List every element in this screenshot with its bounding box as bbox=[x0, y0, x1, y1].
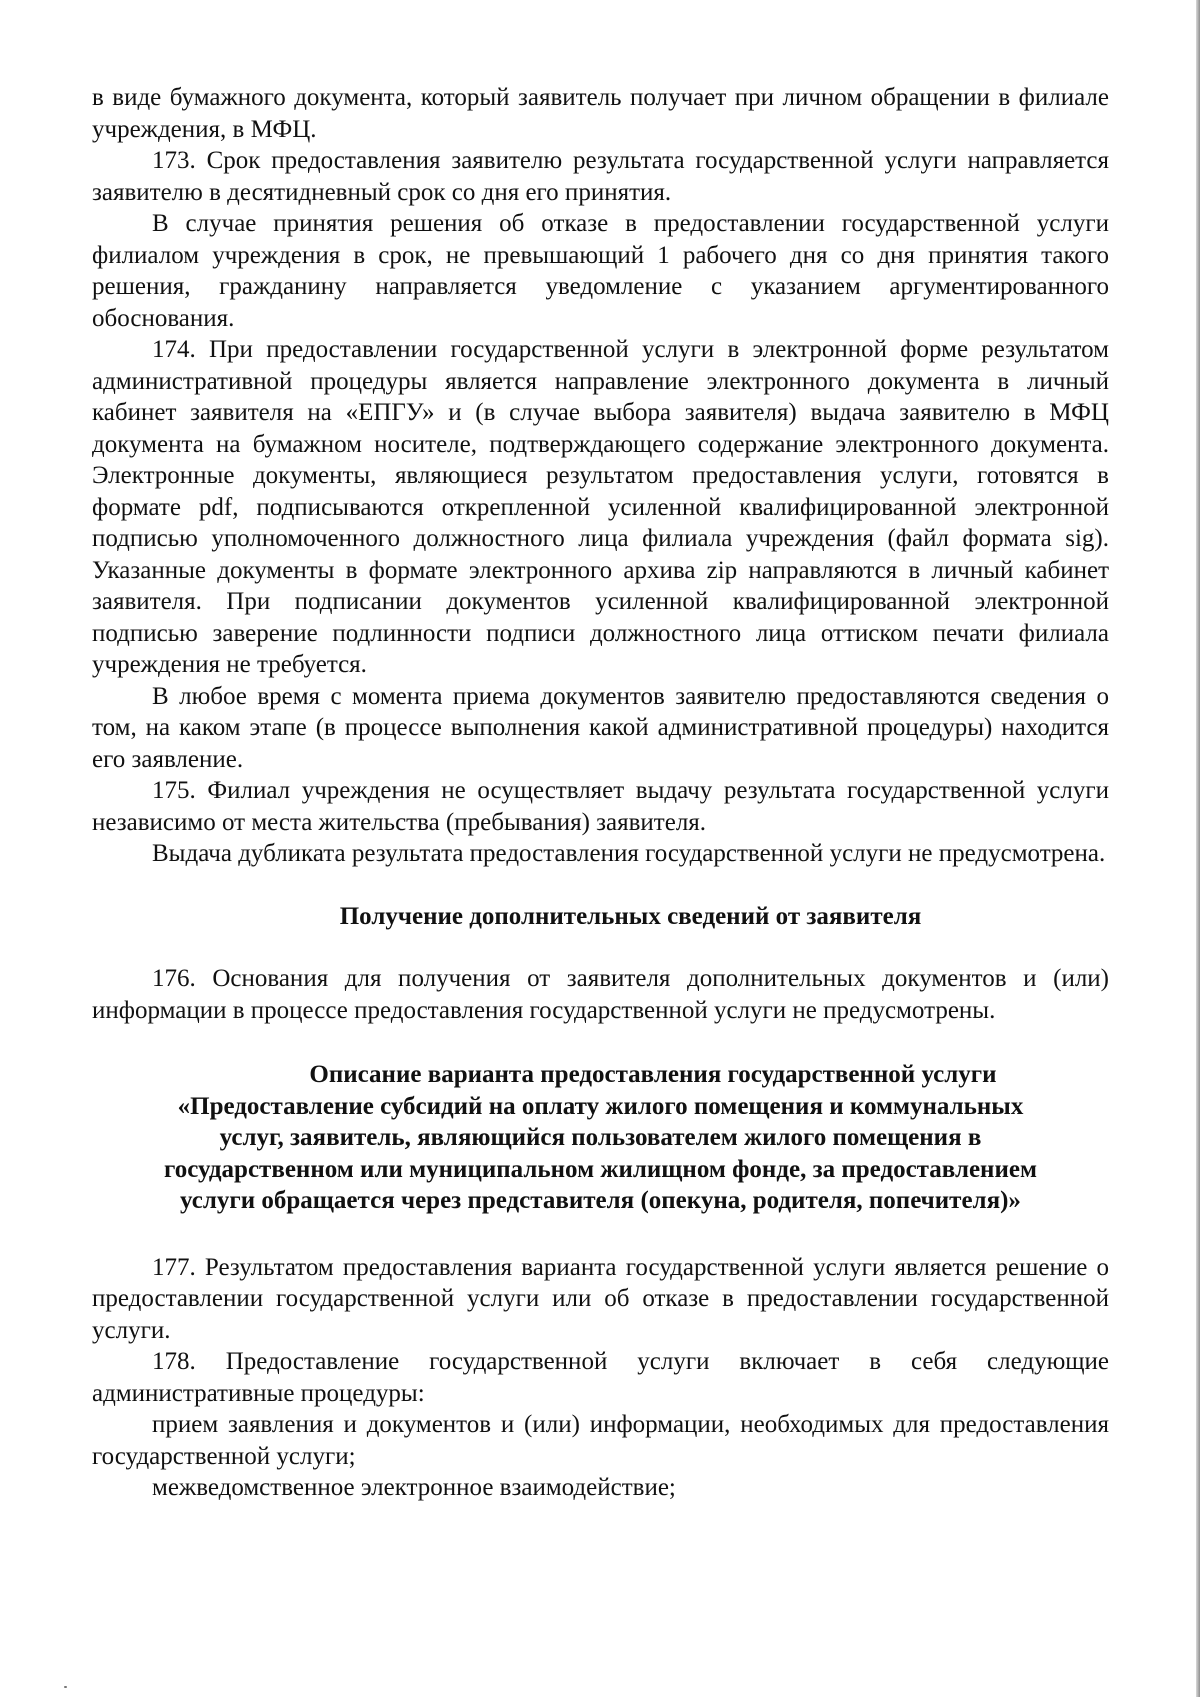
heading-line: услуги обращается через представителя (опекуна, родителя, попечителя)» bbox=[180, 1187, 1021, 1214]
scan-speck bbox=[64, 1686, 67, 1688]
heading-line: государственном или муниципальном жилищном фонде, за предоставлением bbox=[163, 1155, 1037, 1183]
list-item-procedure: межведомственное электронное взаимодействие; bbox=[152, 1474, 676, 1501]
heading-line: услуг, заявитель, являющийся пользователем жилого помещения в bbox=[219, 1124, 982, 1151]
section-heading-variant-description bbox=[92, 1059, 1109, 1217]
paragraph-173: 173. Срок предоставления заявителю результата государственной услуги направляется заявителю в десятидневный срок со дня его принятия. bbox=[92, 147, 1109, 206]
paragraph-174: 174. При предоставлении государственной услуги в электронной форме результатом административной процедуры является направление электронного документа в личный кабинет заявителя на «ЕПГУ» и (в случае выбора заявителя) выдача заявителю в МФЦ документа на бумажном носителе, подтверждающего содержание электронного документа. Электронные документы, являющиеся результатом предоставления услуги, готовятся в формате pdf, подписываются открепленной усиленной квалифицированной электронной подписью уполномоченного должностного лица филиала учреждения (файл формата sig). Указанные документы в формате электронного архива zip направляются в личный кабинет заявителя. При подписании документов усиленной квалифицированной электронной подписью заверение подлинности подписи должностного лица оттиском печати филиала учреждения не требуется. bbox=[92, 336, 1109, 678]
heading-line: «Предоставление субсидий на оплату жилого помещения и коммунальных bbox=[177, 1092, 1024, 1120]
paragraph-refusal: В случае принятия решения об отказе в предоставлении государственной услуги филиалом учреждения в срок, не превышающий 1 рабочего дня со дня принятия такого решения, гражданину направляется уведомление с указанием аргументированного обоснования. bbox=[92, 210, 1109, 332]
section-heading-additional-info: Получение дополнительных сведений от заявителя bbox=[339, 902, 922, 930]
document-body bbox=[92, 82, 1109, 1504]
paragraph-175: 175. Филиал учреждения не осуществляет выдачу результата государственной услуги независимо от места жительства (пребывания) заявителя. bbox=[92, 777, 1109, 836]
list-item-procedure: прием заявления и документов и (или) информации, необходимых для предоставления государственной услуги; bbox=[92, 1411, 1109, 1470]
heading-line: Описание варианта предоставления государственной услуги bbox=[309, 1061, 997, 1088]
paragraph-178: 178. Предоставление государственной услуги включает в себя следующие административные процедуры: bbox=[92, 1348, 1109, 1407]
paragraph-duplicate: Выдача дубликата результата предоставления государственной услуги не предусмотрена. bbox=[152, 840, 1106, 867]
paragraph-status-info: В любое время с момента приема документов заявителю предоставляются сведения о том, на каком этапе (в процессе выполнения какой административной процедуры) находится его заявление. bbox=[92, 682, 1109, 773]
paragraph-176: 176. Основания для получения от заявителя дополнительных документов и (или) информации в процессе предоставления государственной услуги не предусмотрены. bbox=[92, 965, 1109, 1024]
scan-edge bbox=[1196, 0, 1200, 1697]
paragraph-177: 177. Результатом предоставления варианта государственной услуги является решение о предоставлении государственной услуги или об отказе в предоставлении государственной услуги. bbox=[92, 1253, 1109, 1344]
paragraph-continuation: в виде бумажного документа, который заявитель получает при личном обращении в филиале учреждения, в МФЦ. bbox=[92, 84, 1109, 143]
